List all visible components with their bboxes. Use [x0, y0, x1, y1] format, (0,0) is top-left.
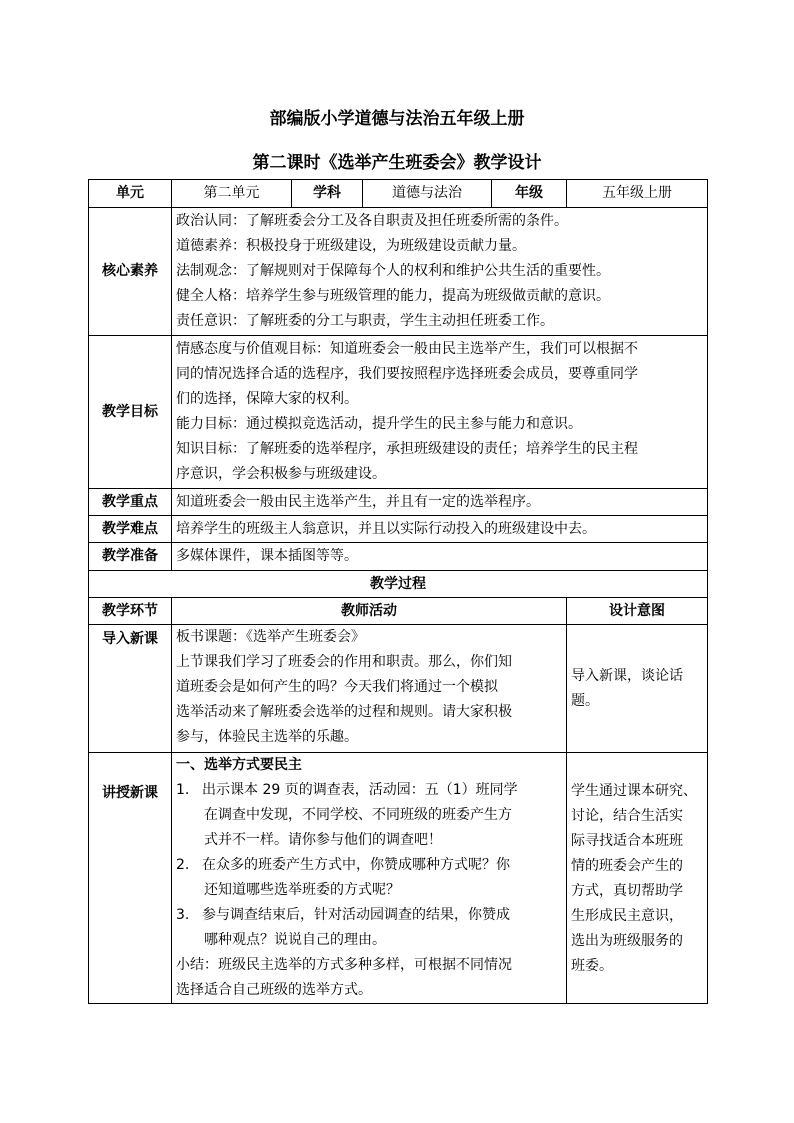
difficulty-text: 培养学生的班级主人翁意识，并且以实际行动投入的班级建设中去。	[172, 516, 708, 543]
preparation-label: 教学准备	[89, 543, 172, 571]
goals-line: 情感态度与价值观目标：知道班委会一般由民主选举产生，我们可以根据不	[176, 341, 638, 357]
summary-line: 小结：班级民主选举的方式多种多样，可根据不同情况	[176, 957, 512, 973]
goals-line: 同的情况选择合适的选程序，我们要按照程序选择班委会成员，要尊重同学	[176, 366, 638, 382]
goals-content	[172, 336, 708, 489]
goals-line: 们的选择，保障大家的权利。	[176, 391, 358, 407]
process-header-row	[89, 598, 708, 625]
process-title-row	[89, 571, 708, 598]
intro-line: 道班委会是如何产生的吗？今天我们将通过一个模拟	[176, 679, 498, 695]
literacy-line: 道德素养：积极投身于班级建设，为班级建设贡献力量。	[176, 238, 526, 254]
teach-intent-line: 学生通过课本研究、	[571, 783, 697, 799]
lesson-plan-table	[88, 179, 708, 1004]
literacy-row	[89, 208, 708, 336]
subject-value: 道德与法治	[363, 180, 492, 208]
preparation-row	[89, 543, 708, 571]
intro-line: 上节课我们学习了班委会的作用和职责。那么，你们知	[176, 654, 512, 670]
intro-row	[89, 625, 708, 753]
key-point-text: 知道班委会一般由民主选举产生，并且有一定的选举程序。	[172, 489, 708, 516]
key-point-row	[89, 489, 708, 516]
item-line: 出示课本 29 页的调查表，活动园：五（1）班同学	[202, 782, 518, 798]
document-title: 部编版小学道德与法治五年级上册	[269, 109, 525, 129]
item-number: 3.	[176, 907, 190, 923]
difficulty-row	[89, 516, 708, 543]
teach-intent-line: 选出为班级服务的	[571, 933, 683, 949]
process-title: 教学过程	[89, 571, 708, 598]
teach-heading: 一、选举方式要民主	[176, 757, 302, 773]
teach-intent-line: 班委。	[571, 958, 613, 974]
unit-value: 第二单元	[172, 180, 292, 208]
goals-label: 教学目标	[89, 336, 172, 489]
item-line: 参与调查结束后，针对活动园调查的结果，你赞成	[202, 907, 510, 923]
item-line: 还知道哪些选举班委的方式呢？	[204, 882, 400, 898]
lesson-title: 第二课时《选举产生班委会》教学设计	[252, 153, 542, 173]
literacy-label: 核心素养	[89, 208, 172, 336]
intro-teacher-activity	[172, 625, 567, 753]
literacy-line: 健全人格：培养学生参与班级管理的能力，提高为班级做贡献的意识。	[176, 288, 610, 304]
item-line: 在众多的班委产生方式中，你赞成哪种方式呢？你	[202, 857, 510, 873]
teach-intent-line: 生形成民主意识，	[571, 908, 683, 924]
teach-stage: 讲授新课	[89, 753, 172, 1004]
col-stage-header: 教学环节	[89, 598, 172, 625]
col-intent-header: 设计意图	[567, 598, 708, 625]
literacy-line: 政治认同：了解班委会分工及各自职责及担任班委所需的条件。	[176, 213, 568, 229]
intro-line: 参与，体验民主选举的乐趣。	[176, 729, 358, 745]
intro-intent-line: 题。	[571, 692, 599, 709]
teach-item	[176, 853, 562, 878]
teach-intent-line: 际寻找适合本班班	[571, 833, 683, 849]
grade-label: 年级	[492, 180, 567, 208]
intro-intent	[567, 625, 708, 753]
item-number: 1.	[176, 782, 190, 798]
literacy-line: 责任意识：了解班委的分工与职责，学生主动担任班委工作。	[176, 313, 554, 329]
literacy-content	[172, 208, 708, 336]
intro-line: 选举活动来了解班委会选举的过程和规则。请大家积极	[176, 704, 512, 720]
teach-intent-line: 讨论，结合生活实	[571, 808, 683, 824]
teach-intent-line: 方式，真切帮助学	[571, 883, 683, 899]
header-row	[89, 180, 708, 208]
item-line: 在调查中发现，不同学校、不同班级的班委产生方	[204, 807, 512, 823]
grade-value: 五年级上册	[567, 180, 708, 208]
goals-line: 知识目标：了解班委的选举程序，承担班级建设的责任；培养学生的民主程	[176, 441, 638, 457]
key-point-label: 教学重点	[89, 489, 172, 516]
preparation-text: 多媒体课件，课本插图等等。	[172, 543, 708, 571]
item-line: 式并不一样。请你参与他们的调查吧！	[204, 832, 442, 848]
unit-label: 单元	[89, 180, 172, 208]
teach-intent-line: 情的班委会产生的	[571, 858, 683, 874]
intro-line: 板书课题：《选举产生班委会》	[176, 629, 365, 645]
item-line: 哪种观点？说说自己的理由。	[204, 932, 386, 948]
teach-intent	[567, 753, 708, 1004]
goals-line: 序意识，学会积极参与班级建设。	[176, 466, 386, 482]
item-number: 2.	[176, 857, 190, 873]
summary-line: 选择适合自己班级的选举方式。	[176, 982, 372, 998]
intro-intent-line: 导入新课，谈论话	[571, 667, 683, 684]
teach-item	[176, 903, 562, 928]
teach-teacher-activity	[172, 753, 567, 1004]
teach-item	[176, 778, 562, 803]
goals-line: 能力目标：通过模拟竞选活动，提升学生的民主参与能力和意识。	[176, 416, 582, 432]
teach-row	[89, 753, 708, 1004]
intro-stage: 导入新课	[89, 625, 172, 753]
col-teacher-header: 教师活动	[172, 598, 567, 625]
goals-row	[89, 336, 708, 489]
literacy-line: 法制观念：了解规则对于保障每个人的权利和维护公共生活的重要性。	[176, 263, 610, 279]
difficulty-label: 教学难点	[89, 516, 172, 543]
subject-label: 学科	[292, 180, 363, 208]
